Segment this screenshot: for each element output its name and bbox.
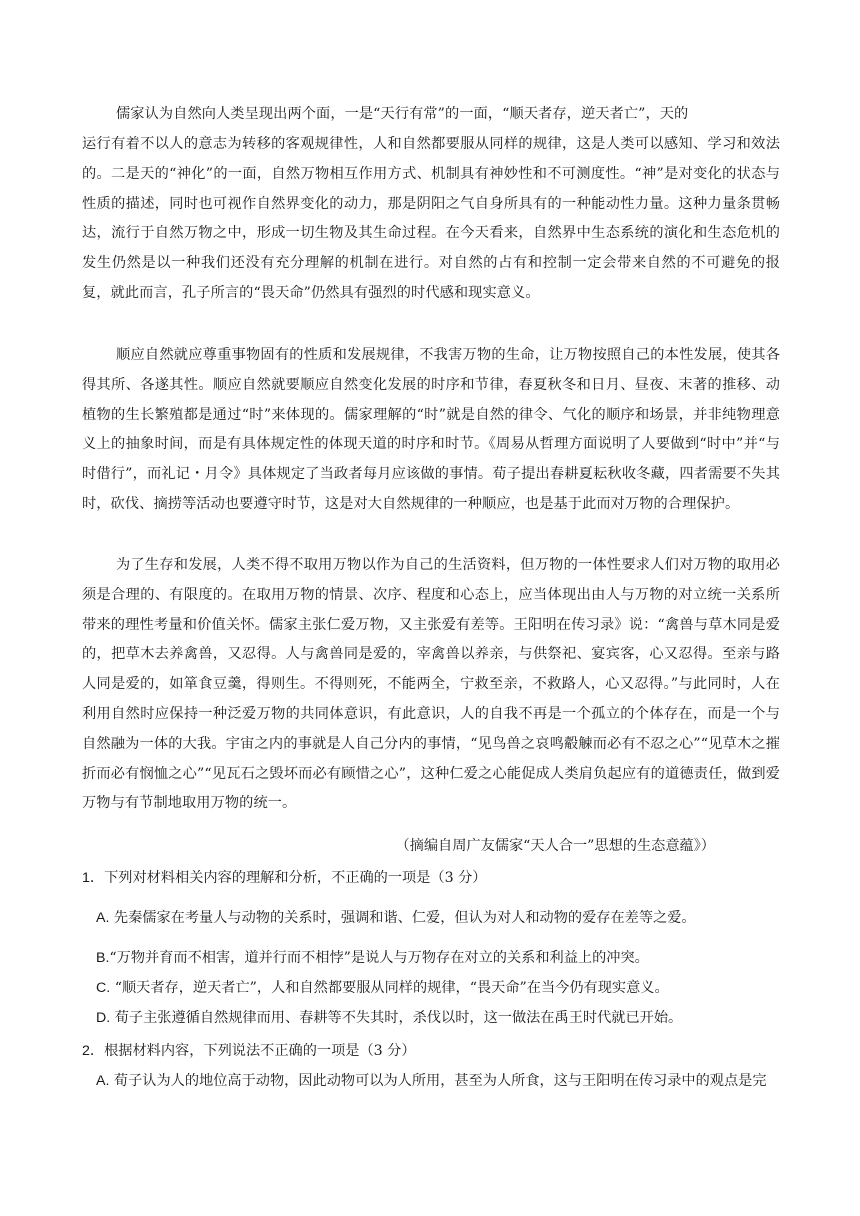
question-2	[82, 1036, 780, 1066]
option-letter: A.	[96, 1073, 110, 1089]
paragraph-1-first-line-text: 儒家认为自然向人类呈现出两个面，一是“天行有常”的一面，“顺天者存，逆天者亡”，天的	[116, 106, 689, 122]
question-1-option-a	[96, 903, 780, 933]
paragraph-2-text: 顺应自然就应尊重事物固有的性质和发展规律，不我害万物的生命，让万物按照自己的本性发展，使其各得其所、各遂其性。顺应自然就要顺应自然变化发展的时序和节律，春夏秋冬和日月、昼夜、末著的推移、动植物的生长繁殖都是通过“时”来体现的。儒家理解的“时”就是自然的律令、气化的顺序和场景，并非纯物理意义上的抽象时间，而是有具体规定性的体现天道的时序和时节。《周易从哲理方面说明了人要做到“时中”并“与时借行”，而礼记・月令》具体规定了当政者每月应该做的事情。荀子提出春耕夏耘秋收冬藏，四者需要不失其时，砍伐、摘捞等活动也要遵守时节，这是对大自然规律的一种顺应，也是基于此而对万物的合理保护。	[82, 347, 780, 512]
paragraph-3	[82, 551, 780, 819]
question-2-number: 2．	[82, 1043, 105, 1059]
option-letter: D.	[96, 1010, 111, 1026]
question-1	[82, 863, 780, 893]
article-source-text: （摘编自周广友儒家“天人合一”思想的生态意蕴》）	[395, 838, 715, 854]
option-text: 先秦儒家在考量人与动物的关系时，强调和谐、仁爱，但认为对人和动物的爱存在差等之爱。	[113, 910, 696, 926]
paragraph-2	[82, 341, 780, 520]
option-letter: B.	[96, 950, 110, 966]
question-2-option-a	[96, 1066, 780, 1096]
article-source	[82, 831, 715, 861]
option-text: 荀子认为人的地位高于动物，因此动物可以为人所用，甚至为人所食，这与王阳明在传习录中的观点是完	[113, 1073, 767, 1089]
paragraph-3-text: 为了生存和发展，人类不得不取用万物以作为自己的生活资料，但万物的一体性要求人们对万物的取用必须是合理的、有限度的。在取用万物的情景、次序、程度和心态上，应当体现出由人与万物的对立统一关系所带来的理性考量和价值关怀。儒家主张仁爱万物，又主张爱有差等。王阳明在传习录》说：“禽兽与草木同是爱的，把草木去养禽兽，又忍得。人与禽兽同是爱的，宰禽兽以养亲，与供祭祀、宴宾客，心又忍得。至亲与路人同是爱的，如箪食豆羹，得则生。不得则死，不能两全，宁救至亲，不救路人，心又忍得。”与此同时，人在利用自然时应保持一种泛爱万物的共同体意识，有此意识，人的自我不再是一个孤立的个体存在，而是一个与自然融为一体的大我。宇宙之内的事就是人自己分内的事情，“见鸟兽之哀鸣觳觫而必有不忍之心”“见草木之摧折而必有悯恤之心”“见瓦石之毁坏而必有顾惜之心”，这种仁爱之心能促成人类肩负起应有的道德责任，做到爱万物与有节制地取用万物的统一。	[82, 557, 780, 812]
question-1-stem: 下列对材料相关内容的理解和分析，不正确的一项是（3 分）	[104, 870, 487, 886]
option-letter: A.	[96, 910, 110, 926]
option-text: “万物并育而不相害，道并行而不相悖”是说人与万物存在对立的关系和利益上的冲突。	[109, 950, 649, 966]
paragraph-1-text: 运行有着不以人的意志为转移的客观规律性，人和自然都要服从同样的规律，这是人类可以感知、学习和效法的。二是天的“神化”的一面，自然万物相互作用方式、机制具有神妙性和不可测度性。“神”是对变化的状态与性质的描述，同时也可视作自然界变化的动力，那是阴阳之气自身所具有的一种能动性力量。这种力量条贯畅达，流行于自然万物之中，形成一切生物及其生命过程。在今天看来，自然界中生态系统的演化和生态危机的发生仍然是以一种我们还没有充分理解的机制在进行。对自然的占有和控制一定会带来自然的不可避免的报复，就此而言，孔子所言的“畏天命”仍然具有强烈的时代感和现实意义。	[82, 136, 780, 301]
option-text: 荀子主张遵循自然规律而用、春耕等不失其时，杀伐以时，这一做法在禹王时代就已开始。	[114, 1010, 683, 1026]
question-2-stem: 根据材料内容，下列说法不正确的一项是（3 分）	[104, 1043, 416, 1059]
question-1-option-d	[96, 1003, 780, 1033]
option-text: “顺天者存，逆天者亡”，人和自然都要服从同样的规律，“畏天命”在当今仍有现实意义。	[114, 980, 669, 996]
question-1-number: 1．	[82, 870, 105, 886]
paragraph-1	[82, 130, 780, 309]
option-letter: C.	[96, 980, 111, 996]
question-1-option-b	[96, 943, 780, 973]
question-1-option-c	[96, 973, 780, 1003]
paragraph-1-first-line	[82, 100, 780, 130]
